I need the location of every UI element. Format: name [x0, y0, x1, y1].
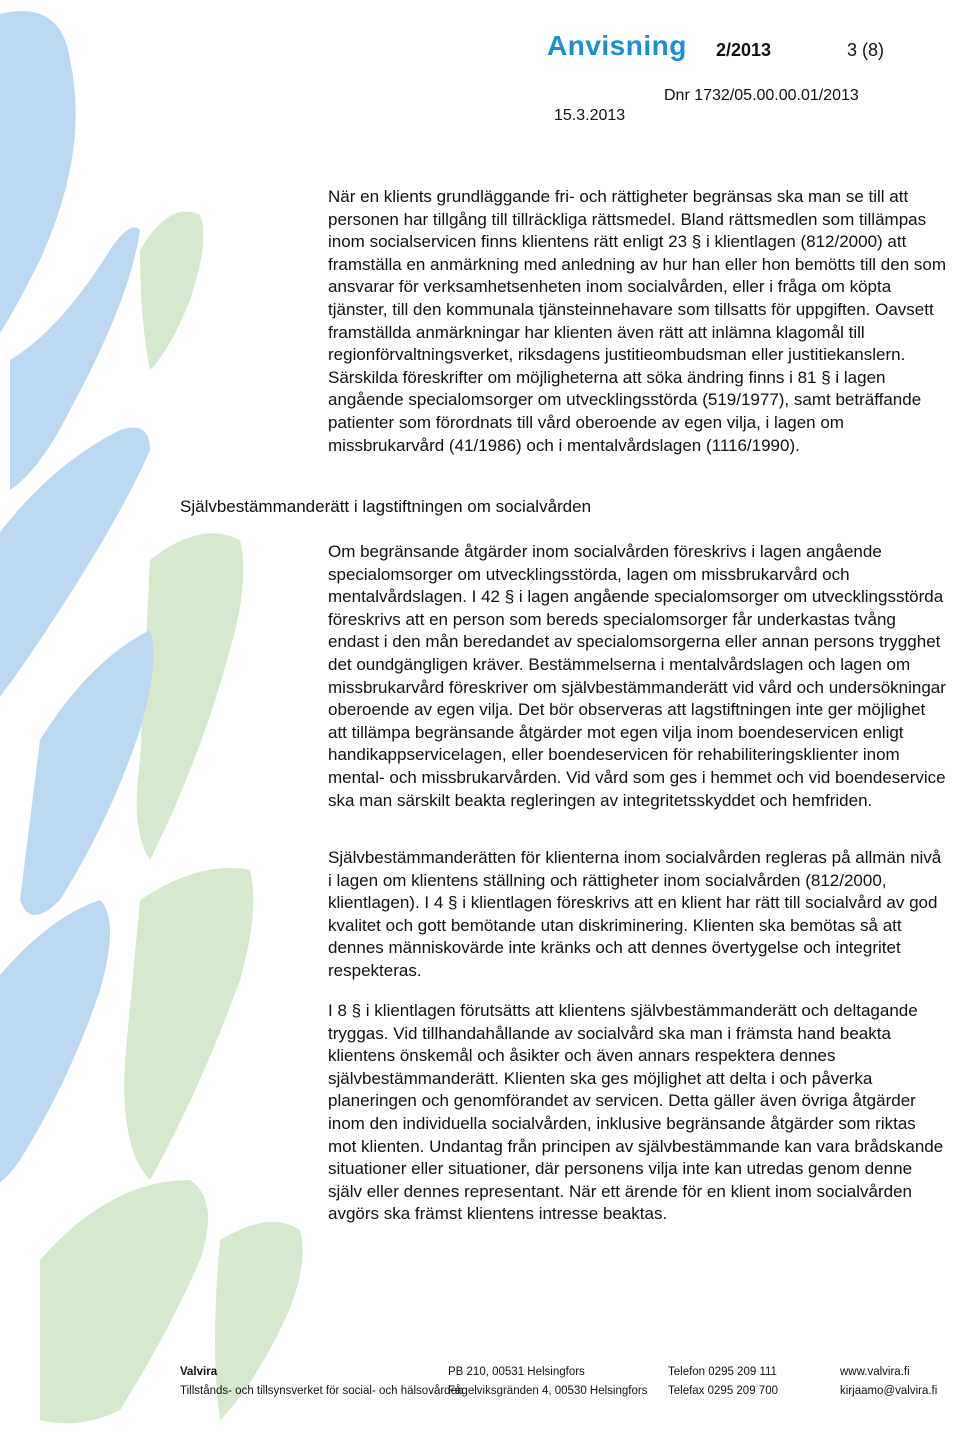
- footer-organization: Valvira: [180, 1366, 218, 1378]
- body-paragraph-1: När en klients grundläggande fri- och rättigheter begränsas ska man se till att personen har tillgång till tillräckliga rättsmedel. Bland rättsmedlen som tillämpas inom socialservicen finns klientens rätt enligt 23 § i klientlagen (812/2000) att framställa en anmärkning med anledning av hur han eller hon bemötts till den som ansvarar för verksamhetsenheten inom socialvården, eller i fråga om köpta tjänster, till den kommunala tjänsteinnehavare som tillsatts för uppgiften. Oavsett framställda anmärkningar har klienten även rätt att inlämna klagomål till regionförvaltningsverket, riksdagens justitieombudsman eller justitiekanslern. Särskilda föreskrifter om möjligheterna att söka ändring finns i 81 § i lagen angående specialomsorger om utvecklingsstörda (519/1977), samt beträffande patienter som förordnats till vård oberoende av egen vilja, i lagen om missbrukarvård (41/1986) och i mentalvårdslagen (1116/1990).: [328, 187, 947, 455]
- footer-row-1: [180, 1363, 940, 1382]
- registry-number: Dnr 1732/05.00.00.01/2013: [664, 87, 859, 104]
- footer-postal-address: PB 210, 00531 Helsingfors: [448, 1366, 585, 1378]
- body-paragraph-3: Självbestämmanderätten för klienterna inom socialvården regleras på allmän nivå i lagen om klientens ställning och rättigheter inom socialvården (812/2000, klientlagen). I 4 § i klientlagen föreskrivs att en klient har rätt till socialvård av god kvalitet och gott bemötande utan diskriminering. Klienten ska bemötas så att dennes människovärde inte kränks och att dennes övertygelse och integritet respekteras.: [328, 848, 942, 980]
- page-footer: [180, 1363, 940, 1401]
- footer-organization-full-name: Tillstånds- och tillsynsverket för social- och hälsovården: [180, 1385, 464, 1397]
- footer-row-2: [180, 1382, 940, 1401]
- body-paragraph-2: Om begränsande åtgärder inom socialvården föreskrivs i lagen angående specialomsorger om utvecklingsstörda, lagen om missbrukarvård och mentalvårdslagen. I 42 § i lagen angående specialomsorger om utvecklingsstörda föreskrivs att en person som bereds specialomsorger får underkastas tvång endast i den mån beredandet av specialomsorgerna eller annan persons trygghet det oundgängligen kräver. Bestämmelserna i mentalvårdslagen och lagen om missbrukarvård föreskriver om självbestämmanderätt vid vård och undersökningar oberoende av egen vilja. Det bör observeras att lagstiftningen inte ger möjlighet att tillämpa begränsande åtgärder mot egen vilja inom boendeservicen enligt handikappservicelagen, eller boendeservicen för rehabiliteringsklienter inom mental- och missbrukarvården. Vid vård som ges i hemmet och vid boendeservice ska man särskilt beakta regleringen av integritetsskyddet och hemfriden.: [328, 542, 946, 810]
- footer-street-address: Fågelviksgränden 4, 00530 Helsingfors: [448, 1385, 648, 1397]
- page-number: 3 (8): [847, 40, 885, 60]
- footer-phone: Telefon 0295 209 111: [668, 1366, 777, 1378]
- section-heading: Självbestämmanderätt i lagstiftningen om socialvården: [180, 497, 592, 516]
- footer-website-link[interactable]: www.valvira.fi: [840, 1366, 910, 1378]
- footer-email-link[interactable]: kirjaamo@valvira.fi: [840, 1385, 938, 1397]
- footer-fax: Telefax 0295 209 700: [668, 1385, 778, 1397]
- document-date: 15.3.2013: [554, 107, 626, 124]
- document-type-title: Anvisning: [547, 30, 687, 61]
- body-paragraph-4: I 8 § i klientlagen förutsätts att klientens självbestämmanderätt och deltagande tryggas. Vid tillhandahållande av socialvård ska man i främsta hand beakta klientens önskemål och åsikter och även annars respektera dennes självbestämmanderätt. Klienten ska ges möjlighet att delta i och påverka planeringen och genomförandet av servicen. Detta gäller även övriga åtgärder inom den individuella socialvården, inklusive begränsande åtgärder som riktas mot klienten. Undantag från principen av självbestämmande kan vara brådskande situationer eller situationer, där personens vilja inte kan utredas genom denne själv eller dennes representant. När ett ärende för en klient inom socialvården avgörs ska främst klientens intresse beaktas.: [328, 1001, 944, 1224]
- document-number: 2/2013: [716, 40, 772, 60]
